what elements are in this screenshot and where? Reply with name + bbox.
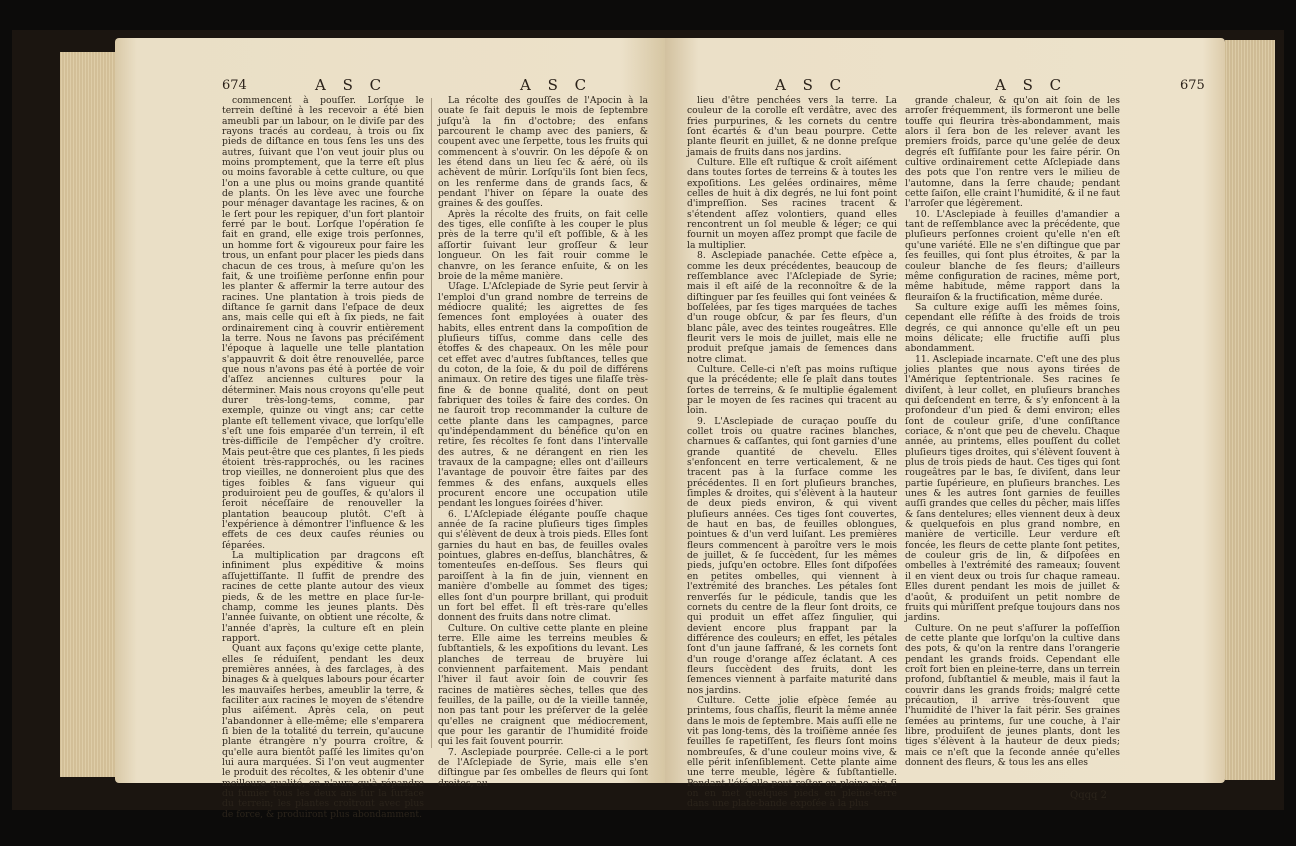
left-page-edges (60, 52, 115, 777)
running-head: A S C (775, 76, 848, 94)
paragraph: Culture. Elle eſt ruſtique & croît aiſément dans toutes ſortes de terreins & à toutes les expoſitions. Les gelées ordinaires, même celles de huit à dix degrés, ne lui font point d'impreſſion. Ses racines tracent & s'étendent aſſez volontiers, quand elles rencontrent un ſol meuble & léger; ce qui fournit un moyen aſſez prompt que facile de la multiplier. (687, 157, 897, 251)
running-head: A S C (315, 76, 388, 94)
running-head: A S C (995, 76, 1068, 94)
paragraph: 8. Asclepiade panachée. Cette eſpèce a, comme les deux précédentes, beaucoup de reſſemblance avec l'Aſclepiade de Syrie; mais il eſt aiſé de la reconnoître & de la diſtinguer par ſes feuilles qui ſont veinées & boſſelées, par ſes tiges marquées de taches d'un rouge obſcur, & par ſes fleurs, d'un blanc pâle, avec des teintes rougeâtres. Elle fleurit vers le mois de juillet, mais elle ne produit preſque jamais de ſemences dans notre climat. (687, 250, 897, 365)
paragraph: 9. L'Asclepiade de curaçao pouſſe du collet trois ou quatre racines blanches, charnues & caſſantes, qui ſont garnies d'une grande quantité de chevelu. Elles s'enfoncent en terre verticalement, & ne tracent pas à la ſurface comme les précédentes. Il en ſort pluſieurs branches, ſimples & droites, qui s'élèvent à la hauteur de deux pieds environ, & qui vivent pluſieurs années. Ces tiges ſont couvertes, de haut en bas, de feuilles oblongues, pointues & d'un verd luiſant. Les premières fleurs commencent à paroître vers le mois de juillet, & ſe ſuccèdent, ſur les mêmes pieds, juſqu'en octobre. Elles ſont diſpoſées en petites ombelles, qui viennent à l'extrémité des branches. Les pétales ſont renverſés ſur le pédicule, tandis que les cornets du centre de la fleur ſont droits, ce qui produit un effet aſſez ſingulier, qui devient encore plus frappant par la différence des couleurs; en effet, les pétales ſont d'un jaune ſaffrané, & les cornets ſont d'un rouge d'orange aſſez éclatant. A ces fleurs ſuccèdent des fruits, dont les ſemences viennent à parfaite maturité dans nos jardins. (687, 415, 897, 696)
paragraph: 11. Asclepiade incarnate. C'eſt une des plus jolies plantes que nous ayons tirées de l'Amérique ſeptentrionale. Ses racines ſe diviſent, à leur collet, en pluſieurs branches qui deſcendent en terre, & s'y enfoncent à la profondeur d'un pied & demi environ; elles ſont de couleur griſe, d'une conſiſtance coriace, & n'ont que peu de chevelu. Chaque année, au printems, elles pouſſent du collet pluſieurs tiges droites, qui s'élèvent ſouvent à plus de trois pieds de haut. Ces tiges qui ſont rougeâtres par le bas, ſe diviſent, dans leur partie ſupérieure, en pluſieurs branches. Les unes & les autres ſont garnies de feuilles auſſi grandes que celles du pêcher, mais liſſes & ſans dentelures; elles viennent deux à deux & quelquefois en plus grand nombre, en manière de verticille. Leur verdure eſt foncée, les fleurs de cette plante ſont petites, de couleur gris de lin, & diſpoſées en ombelles à l'extrémité des rameaux; ſouvent il en vient deux ou trois ſur chaque rameau. Elles durent pendant les mois de juillet & d'août, & produiſent un petit nombre de fruits qui mûriſſent preſque toujours dans nos jardins. (905, 353, 1120, 624)
column-rule (431, 98, 432, 748)
paragraph: 10. L'Asclepiade à feuilles d'amandier a tant de reſſemblance avec la précédente, que pluſieurs perſonnes croient qu'elle n'en eſt qu'une variété. Elle ne s'en diſtingue que par ſes feuilles, qui ſont plus étroites, & par la couleur blanche de ſes fleurs; d'ailleurs même configuration de racines, même port, même habitude, même rapport dans la fleuraiſon & la fructification, même durée. (905, 208, 1120, 303)
page-number: 675 (1180, 78, 1205, 93)
left-page (115, 38, 665, 820)
paragraph: Sa culture exige auſſi les mêmes ſoins, cependant elle réſiſte à des froids de trois degrés, ce qui annonce qu'elle eſt un peu moins délicate; elle fructifie auſſi plus abondamment. (905, 301, 1120, 355)
running-head: A S C (520, 76, 593, 94)
text-column (687, 95, 897, 810)
right-page-edges (1225, 40, 1275, 780)
paragraph: grande chaleur, & qu'on ait ſoin de les arroſer fréquemment, ils formeront une belle touffe qui fleurira très-abondamment, mais alors il ſera bon de les relever avant les premiers froids, parce qu'une gelée de deux degrés eſt ſuffiſante pour les faire périr. On cultive ordinairement cette Aſclepiade dans des pots que l'on rentre vers le milieu de l'automne, dans la ſerre chaude; pendant cette ſaiſon, elle craint l'humidité, & il ne faut l'arroſer que légèrement. (905, 95, 1120, 210)
paragraph: 7. Asclepiade pourprée. Celle-ci a le port de l'Aſclepiade de Syrie, mais elle s'en diſtingue par ſes ombelles de fleurs qui ſont droites, au (438, 746, 648, 789)
paragraph: Culture. Celle-ci n'eſt pas moins ruſtique que la précédente; elle ſe plaît dans toutes ſortes de terreins, & ſe multiplie également par le moyen de ſes racines qui tracent au loin. (687, 363, 897, 417)
text-column (222, 95, 424, 820)
paragraph: La multiplication par dragcons eſt infiniment plus expéditive & moins aſſujettiſſante. Il ſuffit de prendre des racines de cette plante autour des vieux pieds, & de les mettre en place ſur-le-champ, comme les jeunes plants. Dès l'année ſuivante, on obtient une récolte, & l'année d'après, la culture eſt en plein rapport. (222, 550, 424, 644)
paragraph: lieu d'être penchées vers la terre. La couleur de la corolle eſt verdâtre, avec des fries purpurines, & les cornets du centre ſont écartés & d'un beau pourpre. Cette plante fleurit en juillet, & ne donne preſque jamais de fruits dans nos jardins. (687, 95, 897, 158)
paragraph: Culture. Cette jolie eſpèce ſemée au printems, ſous chaſſis, fleurit la même année dans le mois de ſeptembre. Mais auſſi elle ne vit pas long-tems, dès la troiſième année ſes feuilles ſe rapetiſſent, ſes fleurs ſont moins nombreuſes, & d'une couleur moins vive, & elle périt inſenſiblement. Cette plante aime une terre meuble, légère & ſubſtantielle. Pendant l'été elle peut reſter en pleine air; ſi on en met quelques pieds en pleine-terre dans une plate-bande expoſée à la plus (687, 694, 897, 810)
signature-mark: Qqqq 2 (1070, 790, 1107, 801)
paragraph: 6. L'Aſclepiade élégante pouſſe chaque année de ſa racine pluſieurs tiges ſimples qui s'élèvent de deux à trois pieds. Elles ſont garnies du haut en bas, de feuilles ovales pointues, glabres en-deſſus, blanchâtres, & tomenteuſes en-deſſous. Ses fleurs qui paroiſſent à la fin de juin, viennent en manière d'ombelle au ſommet des tiges; elles ſont d'un pourpre brillant, qui produit un fort bel effet. Il eſt très-rare qu'elles donnent des fruits dans notre climat. (438, 508, 648, 624)
page-number: 674 (222, 78, 247, 93)
paragraph: Culture. On ne peut s'aſſurer la poſſeſſion de cette plante que lorſqu'on la cultive dans des pots, & qu'on la rentre dans l'orangerie pendant les grands froids. Cependant elle croît fort bien en pleine-terre, dans un terrein profond, ſubſtantiel & meuble, mais il faut la couvrir dans les grands froids; malgré cette précaution, il arrive très-ſouvent que l'humidité de l'hiver la fait périr. Ses graines ſemées au printems, ſur une couche, à l'air libre, produiſent de jeunes plants, dont les tiges s'élèvent à la hauteur de deux pieds; mais ce n'eſt que la ſeconde année qu'elles donnent des fleurs, & tous les ans elles (905, 622, 1120, 768)
right-page (665, 38, 1225, 810)
paragraph: commencent à pouſſer. Lorſque le terrein deſtiné à les recevoir a été bien ameubli par un labour, on le diviſe par des rayons tracés au cordeau, à trois ou ſix pieds de diſtance en tous ſens les uns des autres, ſuivant que l'on veut jouir plus ou moins promptement, que la terre eſt plus ou moins favorable à cette culture, ou que l'on a une plus ou moins grande quantité de plants. On les lève avec une fourche pour ménager davantage les racines, & on le ſert pour les repiquer, d'un fort plantoir ferré par le bout. Lorſque l'opération ſe fait en grand, elle exige trois perſonnes, un homme fort & vigoureux pour faire les trous, un enfant pour placer les pieds dans chacun de ces trous, à meſure qu'on les fait, & une troiſième perſonne enfin pour les planter & affermir la terre autour des racines. Une plantation à trois pieds de diſtance ſe garnit dans l'eſpace de deux ans, mais celle qui eſt à ſix pieds, ne fait ordinairement cinq à couvrir entièrement la terre. Nous ne ſavons pas préciſément l'époque à laquelle une telle plantation s'appauvrit & doit être renouvellée, parce que nous n'avons pas été à portée de voir d'aſſez anciennes cultures pour la déterminer. Mais nous croyons qu'elle peut durer très-long-tems, comme, par exemple, quinze ou vingt ans; car cette plante eſt tellement vivace, que lorſqu'elle s'eſt une fois emparée d'un terrein, il eſt très-difficile de l'empêcher d'y croître. Mais peut-être que ces plantes, ſi les pieds étoient très-rapprochés, ou les racines trop vieilles, ne donneroient plus que des tiges foibles & ſans vigueur qui produiroient peu de gouſſes, & qu'alors il ſeroit néceſſaire de renouveller la plantation beaucoup plutôt. C'eſt à l'expérience à démontrer l'influence & les effets de ces deux cauſes réunies ou ſéparées. (222, 95, 424, 551)
paragraph: Quant aux façons qu'exige cette plante, elles ſe réduiſent, pendant les deux premières années, à des farclages, à des binages & à quelques labours pour écarter les mauvaiſes herbes, ameublir la terre, & faciliter aux racines le moyen de s'étendre plus aiſément. Après cela, on peut l'abandonner à elle-même; elle s'emparera ſi bien de la totalité du terrein, qu'aucune plante étrangère n'y pourra croître, & qu'elle aura bientôt paſſé les limites qu'on lui aura marquées. Si l'on veut augmenter le produit des récoltes, & les obtenir d'une meilleure qualité, on n'aura qu'à répandre du fumier tous les deux ans ſur la ſurface du terrein; les plantes croîtront avec plus de force, & produiront plus abondamment. (222, 643, 424, 820)
paragraph: Après la récolte des fruits, on fait celle des tiges, elle conſiſte à les couper le plus près de la terre qu'il eſt poſſible, & à les aſſortir ſuivant leur groſſeur & leur longueur. On les fait rouir comme le chanvre, on les ſerance enſuite, & on les broie de la même manière. (438, 208, 648, 282)
text-column (438, 95, 648, 789)
paragraph: Uſage. L'Aſclepiade de Syrie peut ſervir à l'emploi d'un grand nombre de terreins de médiocre qualité; les aigrettes de ſes ſemences ſont employées à ouater des habits, elles entrent dans la compoſition de pluſieurs tiſſus, comme dans celle des étoffes & des chapeaux. On les mêle pour cet effet avec d'autres ſubſtances, telles que du coton, de la ſoie, & du poil de différens animaux. On retire des tiges une filaſſe très-fine & de bonne qualité, dont on peut fabriquer des toiles & faire des cordes. On ne ſauroit trop recommander la culture de cette plante dans les campagnes, parce qu'indépendamment du bénéfice qu'on en retire, ſes récoltes ſe font dans l'intervalle des autres, & ne dérangent en rien les travaux de la campagne; elles ont d'ailleurs l'avantage de pouvoir être faites par des femmes & des enfans, auxquels elles procurent encore une occupation utile pendant les longues ſoirées d'hiver. (438, 281, 648, 510)
paragraph: Culture. On cultive cette plante en pleine terre. Elle aime les terreins meubles & ſubſtantiels, & les expoſitions du levant. Les planches de terreau de bruyère lui conviennent parfaitement. Mais pendant l'hiver il faut avoir ſoin de couvrir ſes racines de matières sèches, telles que des feuilles, de la paille, ou de la vieille tannée, non pas tant pour les préſerver de la gelée qu'elles ne craignent que médiocrement, que pour les garantir de l'humidité froide qui les fait ſouvent pourrir. (438, 622, 648, 748)
paragraph: La récolte des gouſſes de l'Apocin à la ouate ſe fait depuis le mois de ſeptembre juſqu'à la fin d'octobre; des enfans parcourent le champ avec des paniers, & coupent avec une ſerpette, tous les fruits qui commencent à s'ouvrir. On les dépoſe & on les étend dans un lieu ſec & aéré, où ils achèvent de mûrir. Lorſqu'ils ſont bien ſecs, on les renferme dans de grands ſacs, & pendant l'hiver on ſépare la ouate des graines & des gouſſes. (438, 95, 648, 210)
text-column (905, 96, 1120, 768)
